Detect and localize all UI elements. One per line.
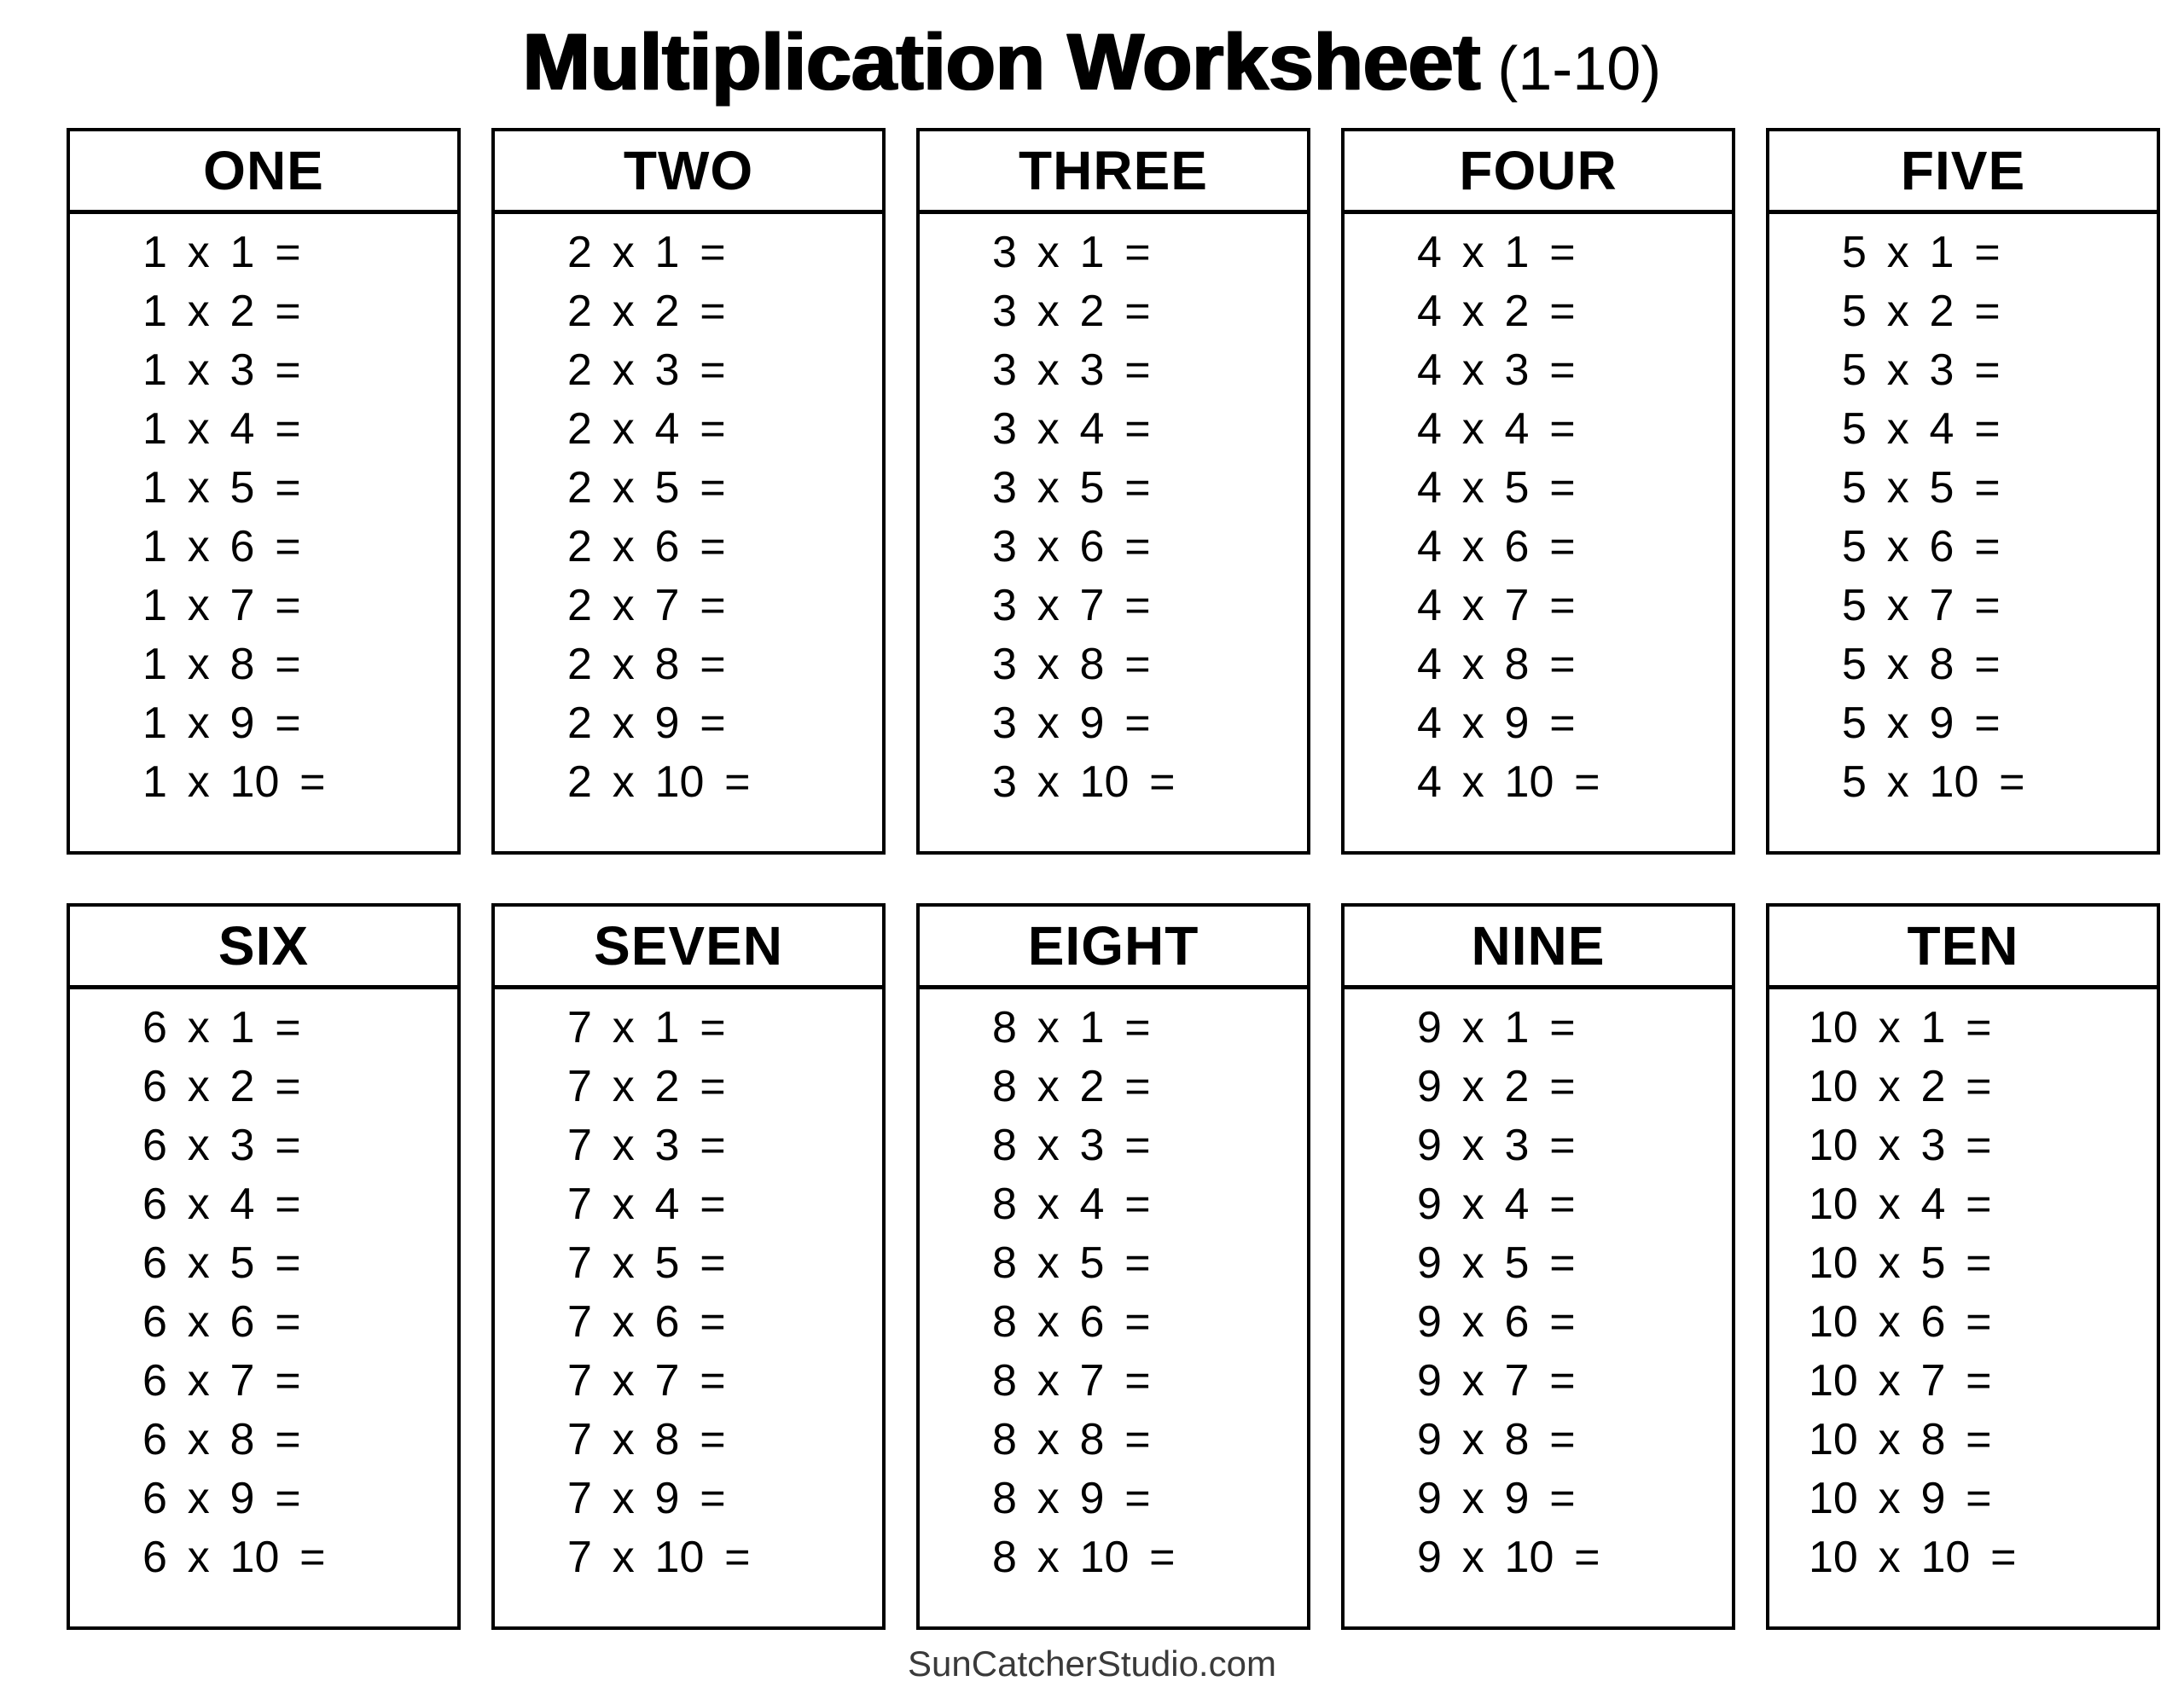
column-header-label: SEVEN xyxy=(495,907,882,989)
problem-row: 3 x 8 = xyxy=(992,639,1151,689)
multiplication-table-column xyxy=(916,903,1310,1630)
problem-row: 8 x 4 = xyxy=(992,1179,1151,1229)
problem-row: 4 x 4 = xyxy=(1417,403,1576,454)
column-body xyxy=(1769,214,2157,851)
problem-row: 3 x 4 = xyxy=(992,403,1151,454)
column-header-label: TEN xyxy=(1769,907,2157,989)
tables-grid xyxy=(0,128,2184,1630)
problem-row: 10 x 10 = xyxy=(1809,1532,2017,1582)
footer-credit: SunCatcherStudio.com xyxy=(908,1644,1276,1684)
problem-row: 8 x 1 = xyxy=(992,1002,1151,1052)
problem-row: 1 x 7 = xyxy=(142,580,301,630)
problem-row: 8 x 2 = xyxy=(992,1061,1151,1111)
column-header-label: TWO xyxy=(495,131,882,214)
problem-row: 10 x 1 = xyxy=(1809,1002,1992,1052)
column-body xyxy=(1345,214,1732,851)
problem-row: 9 x 1 = xyxy=(1417,1002,1576,1052)
problem-row: 8 x 5 = xyxy=(992,1238,1151,1288)
column-body xyxy=(1769,989,2157,1626)
problem-row: 9 x 3 = xyxy=(1417,1120,1576,1170)
column-header-label: FOUR xyxy=(1345,131,1732,214)
column-body xyxy=(70,989,457,1626)
problem-row: 5 x 2 = xyxy=(1842,286,2001,336)
problem-row: 6 x 7 = xyxy=(142,1355,301,1406)
problem-row: 3 x 6 = xyxy=(992,521,1151,571)
problem-row: 6 x 3 = xyxy=(142,1120,301,1170)
problem-row: 2 x 6 = xyxy=(567,521,726,571)
problem-row: 4 x 9 = xyxy=(1417,698,1576,748)
problem-row: 7 x 5 = xyxy=(567,1238,726,1288)
column-body xyxy=(495,214,882,851)
problem-row: 6 x 8 = xyxy=(142,1414,301,1464)
column-body xyxy=(1345,989,1732,1626)
problem-row: 7 x 8 = xyxy=(567,1414,726,1464)
problem-row: 10 x 8 = xyxy=(1809,1414,1992,1464)
problem-row: 1 x 9 = xyxy=(142,698,301,748)
problem-row: 1 x 2 = xyxy=(142,286,301,336)
column-header-label: ONE xyxy=(70,131,457,214)
problem-row: 10 x 4 = xyxy=(1809,1179,1992,1229)
problem-row: 7 x 9 = xyxy=(567,1473,726,1523)
problem-row: 8 x 10 = xyxy=(992,1532,1176,1582)
multiplication-table-column xyxy=(67,903,461,1630)
problem-row: 3 x 9 = xyxy=(992,698,1151,748)
problem-row: 1 x 5 = xyxy=(142,462,301,513)
problem-row: 1 x 8 = xyxy=(142,639,301,689)
problem-row: 6 x 2 = xyxy=(142,1061,301,1111)
problem-row: 10 x 6 = xyxy=(1809,1296,1992,1347)
problem-row: 9 x 10 = xyxy=(1417,1532,1600,1582)
multiplication-table-column xyxy=(916,128,1310,855)
problem-row: 10 x 7 = xyxy=(1809,1355,1992,1406)
problem-row: 9 x 9 = xyxy=(1417,1473,1576,1523)
multiplication-table-column xyxy=(491,128,886,855)
problem-row: 9 x 8 = xyxy=(1417,1414,1576,1464)
problem-row: 9 x 5 = xyxy=(1417,1238,1576,1288)
page-title xyxy=(0,0,2184,128)
problem-row: 2 x 7 = xyxy=(567,580,726,630)
problem-row: 5 x 5 = xyxy=(1842,462,2001,513)
problem-row: 5 x 6 = xyxy=(1842,521,2001,571)
problem-row: 5 x 8 = xyxy=(1842,639,2001,689)
problem-row: 2 x 2 = xyxy=(567,286,726,336)
column-body xyxy=(70,214,457,851)
problem-row: 2 x 10 = xyxy=(567,757,751,807)
problem-row: 7 x 4 = xyxy=(567,1179,726,1229)
problem-row: 8 x 8 = xyxy=(992,1414,1151,1464)
problem-row: 4 x 2 = xyxy=(1417,286,1576,336)
problem-row: 1 x 1 = xyxy=(142,227,301,277)
problem-row: 10 x 5 = xyxy=(1809,1238,1992,1288)
column-header-label: NINE xyxy=(1345,907,1732,989)
problem-row: 3 x 3 = xyxy=(992,345,1151,395)
problem-row: 1 x 10 = xyxy=(142,757,326,807)
problem-row: 4 x 5 = xyxy=(1417,462,1576,513)
problem-row: 2 x 1 = xyxy=(567,227,726,277)
column-header-label: THREE xyxy=(920,131,1307,214)
problem-row: 7 x 6 = xyxy=(567,1296,726,1347)
problem-row: 6 x 6 = xyxy=(142,1296,301,1347)
problem-row: 4 x 7 = xyxy=(1417,580,1576,630)
problem-row: 6 x 5 = xyxy=(142,1238,301,1288)
problem-row: 8 x 3 = xyxy=(992,1120,1151,1170)
problem-row: 5 x 7 = xyxy=(1842,580,2001,630)
problem-row: 5 x 3 = xyxy=(1842,345,2001,395)
multiplication-table-column xyxy=(1766,128,2160,855)
problem-row: 2 x 3 = xyxy=(567,345,726,395)
multiplication-table-column xyxy=(1341,903,1735,1630)
column-header-label: SIX xyxy=(70,907,457,989)
problem-row: 6 x 4 = xyxy=(142,1179,301,1229)
problem-row: 2 x 4 = xyxy=(567,403,726,454)
problem-row: 1 x 4 = xyxy=(142,403,301,454)
problem-row: 9 x 4 = xyxy=(1417,1179,1576,1229)
problem-row: 4 x 1 = xyxy=(1417,227,1576,277)
problem-row: 3 x 5 = xyxy=(992,462,1151,513)
problem-row: 6 x 1 = xyxy=(142,1002,301,1052)
problem-row: 10 x 3 = xyxy=(1809,1120,1992,1170)
problem-row: 9 x 2 = xyxy=(1417,1061,1576,1111)
problem-row: 3 x 1 = xyxy=(992,227,1151,277)
column-body xyxy=(495,989,882,1626)
problem-row: 1 x 3 = xyxy=(142,345,301,395)
problem-row: 8 x 9 = xyxy=(992,1473,1151,1523)
problem-row: 5 x 4 = xyxy=(1842,403,2001,454)
column-header-label: EIGHT xyxy=(920,907,1307,989)
problem-row: 10 x 2 = xyxy=(1809,1061,1992,1111)
problem-row: 8 x 7 = xyxy=(992,1355,1151,1406)
problem-row: 5 x 9 = xyxy=(1842,698,2001,748)
problem-row: 7 x 1 = xyxy=(567,1002,726,1052)
column-body xyxy=(920,214,1307,851)
problem-row: 7 x 10 = xyxy=(567,1532,751,1582)
problem-row: 4 x 8 = xyxy=(1417,639,1576,689)
problem-row: 8 x 6 = xyxy=(992,1296,1151,1347)
multiplication-table-column xyxy=(67,128,461,855)
multiplication-table-column xyxy=(1341,128,1735,855)
problem-row: 4 x 3 = xyxy=(1417,345,1576,395)
problem-row: 9 x 7 = xyxy=(1417,1355,1576,1406)
column-body xyxy=(920,989,1307,1626)
problem-row: 5 x 10 = xyxy=(1842,757,2025,807)
problem-row: 7 x 3 = xyxy=(567,1120,726,1170)
problem-row: 7 x 2 = xyxy=(567,1061,726,1111)
multiplication-table-column xyxy=(1766,903,2160,1630)
problem-row: 2 x 9 = xyxy=(567,698,726,748)
problem-row: 2 x 8 = xyxy=(567,639,726,689)
problem-row: 2 x 5 = xyxy=(567,462,726,513)
page-title-range: (1-10) xyxy=(1497,35,1662,103)
problem-row: 7 x 7 = xyxy=(567,1355,726,1406)
problem-row: 6 x 9 = xyxy=(142,1473,301,1523)
problem-row: 3 x 2 = xyxy=(992,286,1151,336)
problem-row: 3 x 10 = xyxy=(992,757,1176,807)
page-title-main: Multiplication Worksheet xyxy=(522,17,1481,107)
problem-row: 5 x 1 = xyxy=(1842,227,2001,277)
problem-row: 3 x 7 = xyxy=(992,580,1151,630)
problem-row: 4 x 10 = xyxy=(1417,757,1600,807)
problem-row: 9 x 6 = xyxy=(1417,1296,1576,1347)
problem-row: 4 x 6 = xyxy=(1417,521,1576,571)
column-header-label: FIVE xyxy=(1769,131,2157,214)
problem-row: 6 x 10 = xyxy=(142,1532,326,1582)
problem-row: 10 x 9 = xyxy=(1809,1473,1992,1523)
problem-row: 1 x 6 = xyxy=(142,521,301,571)
multiplication-table-column xyxy=(491,903,886,1630)
